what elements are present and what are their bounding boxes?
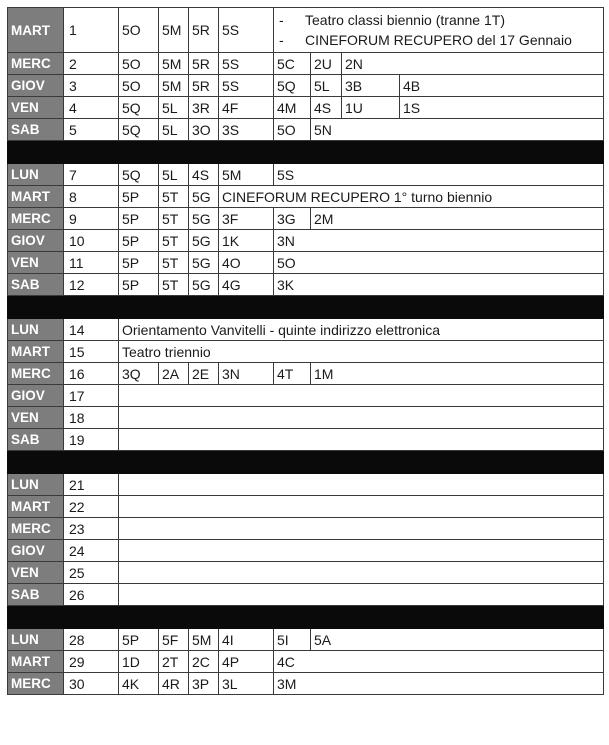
class-cell: 5Q	[119, 97, 159, 119]
class-cell: 3P	[189, 673, 219, 695]
class-cell: 1M	[311, 363, 604, 385]
class-cell: 5L	[311, 75, 342, 97]
table-row	[8, 673, 604, 695]
date-number: 19	[64, 429, 119, 451]
day-label: SAB	[8, 584, 64, 606]
class-cell: 4F	[219, 97, 274, 119]
class-cell: 3N	[274, 230, 604, 252]
day-label: VEN	[8, 252, 64, 274]
class-cell: 5R	[189, 8, 219, 53]
class-cell: 3Q	[119, 363, 159, 385]
class-cell: 5T	[159, 252, 189, 274]
table-row	[8, 496, 604, 518]
class-cell: 5P	[119, 629, 159, 651]
class-cell: 5M	[159, 8, 189, 53]
date-number: 28	[64, 629, 119, 651]
date-number: 18	[64, 407, 119, 429]
class-cell: 4T	[274, 363, 311, 385]
bullet-dash: -	[279, 32, 284, 48]
table-row	[8, 75, 604, 97]
class-cell: 5R	[189, 53, 219, 75]
empty-cell	[119, 407, 604, 429]
day-label: MART	[8, 8, 64, 53]
class-cell: 4K	[119, 673, 159, 695]
day-label: MART	[8, 341, 64, 363]
class-cell: 2E	[189, 363, 219, 385]
week-separator	[8, 296, 604, 319]
class-cell: 3B	[342, 75, 400, 97]
class-cell: 2T	[159, 651, 189, 673]
table-row	[8, 186, 604, 208]
bullet-dash: -	[279, 12, 284, 28]
table-row	[8, 385, 604, 407]
class-cell: 1S	[400, 97, 604, 119]
class-cell: 3O	[189, 119, 219, 141]
class-cell: 3S	[219, 119, 274, 141]
class-cell: 5P	[119, 230, 159, 252]
table-row	[8, 274, 604, 296]
empty-cell	[119, 429, 604, 451]
day-label: MERC	[8, 363, 64, 385]
day-label: GIOV	[8, 385, 64, 407]
class-cell: 5O	[119, 75, 159, 97]
class-cell: 5M	[159, 75, 189, 97]
date-number: 4	[64, 97, 119, 119]
date-number: 10	[64, 230, 119, 252]
table-row	[8, 230, 604, 252]
day-label: LUN	[8, 629, 64, 651]
class-cell: 5N	[311, 119, 604, 141]
class-cell: 5I	[274, 629, 311, 651]
table-row	[8, 518, 604, 540]
table-row	[8, 53, 604, 75]
date-number: 14	[64, 319, 119, 341]
class-cell: 5T	[159, 186, 189, 208]
class-cell: 4P	[219, 651, 274, 673]
week-separator	[8, 451, 604, 474]
class-cell: 5M	[189, 629, 219, 651]
class-cell: 5F	[159, 629, 189, 651]
event-note: CINEFORUM RECUPERO del 17 Gennaio	[305, 32, 572, 48]
day-label: LUN	[8, 474, 64, 496]
day-label: MERC	[8, 208, 64, 230]
date-number: 12	[64, 274, 119, 296]
table-row	[8, 540, 604, 562]
class-cell: 5G	[189, 230, 219, 252]
day-label: MART	[8, 496, 64, 518]
class-cell: 4R	[159, 673, 189, 695]
table-row	[8, 164, 604, 186]
class-cell: 5S	[219, 8, 274, 53]
class-cell: 2C	[189, 651, 219, 673]
day-label: LUN	[8, 319, 64, 341]
date-number: 17	[64, 385, 119, 407]
event-text: Orientamento Vanvitelli - quinte indirizzo elettronica	[119, 319, 604, 341]
day-label: MERC	[8, 673, 64, 695]
day-label: MART	[8, 651, 64, 673]
day-label: VEN	[8, 97, 64, 119]
date-number: 26	[64, 584, 119, 606]
class-cell: 5T	[159, 208, 189, 230]
calendar-table	[7, 7, 604, 695]
class-cell: 5Q	[119, 119, 159, 141]
date-number: 24	[64, 540, 119, 562]
date-number: 29	[64, 651, 119, 673]
event-text: Teatro triennio	[119, 341, 604, 363]
day-label: VEN	[8, 407, 64, 429]
date-number: 25	[64, 562, 119, 584]
class-cell: 3M	[274, 673, 604, 695]
event-text: CINEFORUM RECUPERO 1° turno biennio	[219, 186, 604, 208]
class-cell: 5O	[119, 53, 159, 75]
table-row	[8, 474, 604, 496]
class-cell: 5G	[189, 186, 219, 208]
class-cell: 3F	[219, 208, 274, 230]
class-cell: 4S	[189, 164, 219, 186]
class-cell: 5O	[274, 119, 311, 141]
date-number: 8	[64, 186, 119, 208]
class-cell: 3L	[219, 673, 274, 695]
date-number: 1	[64, 8, 119, 53]
table-row	[8, 341, 604, 363]
class-cell: 3G	[274, 208, 311, 230]
class-cell: 5C	[274, 53, 311, 75]
class-cell: 5Q	[119, 164, 159, 186]
class-cell: 5M	[219, 164, 274, 186]
day-label: SAB	[8, 429, 64, 451]
day-label: GIOV	[8, 75, 64, 97]
date-number: 11	[64, 252, 119, 274]
empty-cell	[119, 496, 604, 518]
date-number: 23	[64, 518, 119, 540]
table-row	[8, 651, 604, 673]
table-row	[8, 584, 604, 606]
date-number: 21	[64, 474, 119, 496]
class-cell: 4S	[311, 97, 342, 119]
date-number: 22	[64, 496, 119, 518]
class-cell: 4M	[274, 97, 311, 119]
week-separator	[8, 141, 604, 164]
class-cell: 5S	[219, 53, 274, 75]
week-separator	[8, 606, 604, 629]
empty-cell	[119, 474, 604, 496]
class-cell: 5R	[189, 75, 219, 97]
class-cell: 2N	[342, 53, 604, 75]
class-cell: 5L	[159, 164, 189, 186]
day-label: MART	[8, 186, 64, 208]
day-label: SAB	[8, 274, 64, 296]
empty-cell	[119, 385, 604, 407]
table-row	[8, 8, 604, 53]
empty-cell	[119, 584, 604, 606]
class-cell: 2M	[311, 208, 604, 230]
class-cell: 3K	[274, 274, 604, 296]
class-cell: 5Q	[274, 75, 311, 97]
date-number: 2	[64, 53, 119, 75]
table-row	[8, 319, 604, 341]
class-cell: 5S	[219, 75, 274, 97]
table-row	[8, 407, 604, 429]
class-cell: 5L	[159, 97, 189, 119]
event-notes	[274, 8, 604, 53]
class-cell: 4B	[400, 75, 604, 97]
empty-cell	[119, 518, 604, 540]
day-label: SAB	[8, 119, 64, 141]
day-label: GIOV	[8, 540, 64, 562]
class-cell: 5G	[189, 252, 219, 274]
class-cell: 3R	[189, 97, 219, 119]
class-cell: 5A	[311, 629, 604, 651]
table-row	[8, 363, 604, 385]
class-cell: 5T	[159, 230, 189, 252]
class-cell: 5L	[159, 119, 189, 141]
day-label: MERC	[8, 53, 64, 75]
class-cell: 5O	[119, 8, 159, 53]
day-label: VEN	[8, 562, 64, 584]
date-number: 3	[64, 75, 119, 97]
date-number: 16	[64, 363, 119, 385]
day-label: LUN	[8, 164, 64, 186]
day-label: GIOV	[8, 230, 64, 252]
class-cell: 5M	[159, 53, 189, 75]
class-cell: 5P	[119, 208, 159, 230]
table-row	[8, 97, 604, 119]
empty-cell	[119, 562, 604, 584]
class-cell: 4I	[219, 629, 274, 651]
class-cell: 5S	[274, 164, 604, 186]
table-row	[8, 252, 604, 274]
class-cell: 4G	[219, 274, 274, 296]
class-cell: 4O	[219, 252, 274, 274]
table-row	[8, 429, 604, 451]
class-cell: 5P	[119, 186, 159, 208]
date-number: 9	[64, 208, 119, 230]
class-cell: 4C	[274, 651, 604, 673]
class-cell: 5G	[189, 274, 219, 296]
class-cell: 5O	[274, 252, 604, 274]
table-row	[8, 119, 604, 141]
class-cell: 3N	[219, 363, 274, 385]
class-cell: 1U	[342, 97, 400, 119]
class-cell: 5P	[119, 274, 159, 296]
date-number: 5	[64, 119, 119, 141]
table-row	[8, 562, 604, 584]
date-number: 15	[64, 341, 119, 363]
class-cell: 5P	[119, 252, 159, 274]
event-note: Teatro classi biennio (tranne 1T)	[305, 12, 505, 28]
class-cell: 1K	[219, 230, 274, 252]
table-row	[8, 629, 604, 651]
class-cell: 5T	[159, 274, 189, 296]
empty-cell	[119, 540, 604, 562]
class-cell: 2U	[311, 53, 342, 75]
class-cell: 1D	[119, 651, 159, 673]
date-number: 7	[64, 164, 119, 186]
class-cell: 2A	[159, 363, 189, 385]
day-label: MERC	[8, 518, 64, 540]
class-cell: 5G	[189, 208, 219, 230]
table-row	[8, 208, 604, 230]
date-number: 30	[64, 673, 119, 695]
